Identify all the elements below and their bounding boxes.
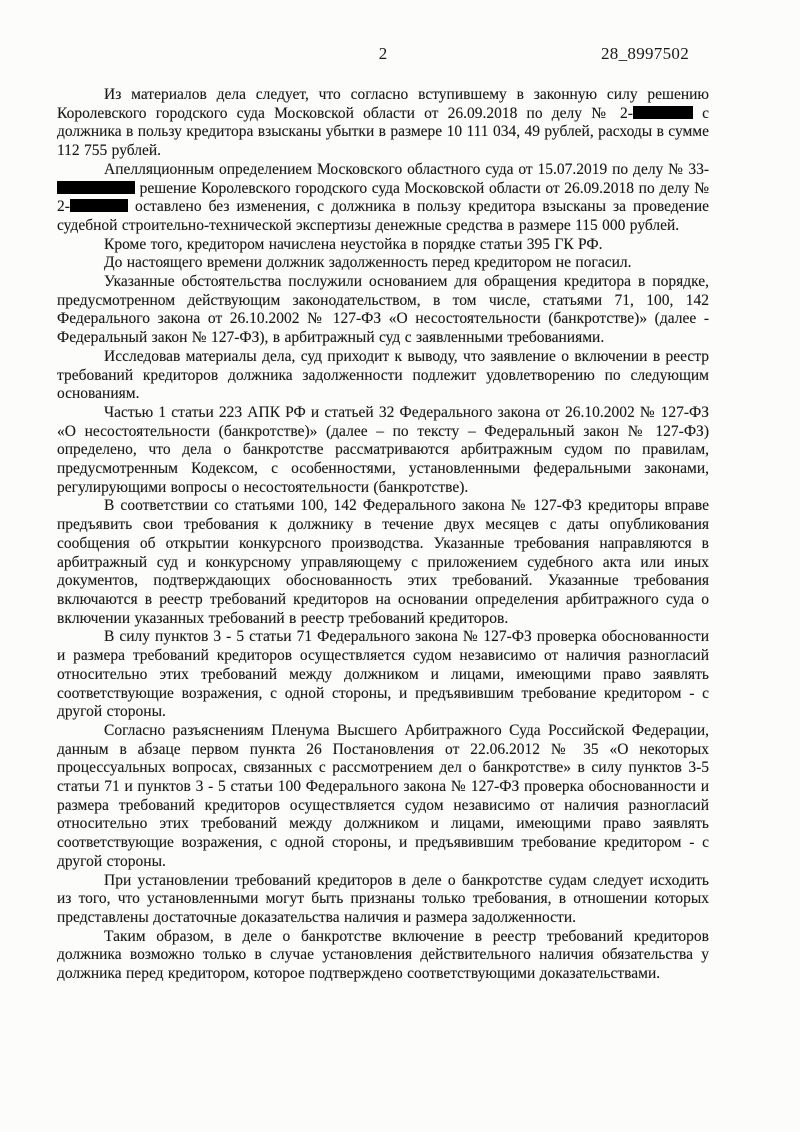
paragraph	[57, 254, 709, 273]
paragraph-text: Исследовав материалы дела, суд приходит к выводу, что заявление о включении в реестр требований кредиторов должника задолженности подлежит удовлетворению по следующим основаниям.	[57, 347, 709, 403]
paragraph-text: Частью 1 статьи 223 АПК РФ и статьей 32 Федерального закона от 26.10.2002 № 127-ФЗ «О несостоятельности (банкротстве)» (далее – по тексту – Федеральный закон № 127-ФЗ) определено, что дела о банкротстве рассматриваются арбитражным судом по правилам, предусмотренным Кодексом, с особенностями, установленными федеральными законами, регулирующими вопросы о несостоятельности (банкротстве).	[57, 403, 709, 496]
paragraph-text: оставлено без изменения, с должника в пользу кредитора взысканы за проведение судебной строительно-технической экспертизы денежные средства в размере 115 000 рублей.	[57, 198, 709, 234]
paragraph	[57, 497, 709, 628]
paragraph-text: В силу пунктов 3 - 5 статьи 71 Федерального закона № 127-ФЗ проверка обоснованности и размера требований кредиторов осуществляется судом независимо от наличия разногласий относительно этих требований между должником и лицами, имеющими право заявлять соответствующие возражения, с одной стороны, и предъявившим требование кредитором - с другой стороны.	[57, 628, 709, 721]
page-number: 2	[378, 44, 388, 63]
paragraph-text: Апелляционным определением Московского областного суда от 15.07.2019 по делу № 33-	[104, 160, 709, 178]
paragraph	[57, 348, 709, 404]
paragraph	[57, 628, 709, 722]
redaction-bar	[70, 199, 128, 212]
paragraph-text: с должника в пользу кредитора взысканы убытки в размере 10 111 034, 49 рублей, расходы в сумме 112 755 рублей.	[57, 104, 709, 160]
paragraph	[57, 86, 709, 161]
paragraph-text: Кроме того, кредитором начислена неустойка в порядке статьи 395 ГК РФ.	[104, 235, 603, 253]
paragraph-text: решение Королевского городского суда Московской области от 26.09.2018 по делу № 2-	[57, 179, 709, 216]
paragraph-text: В соответствии со статьями 100, 142 Федерального закона № 127-ФЗ кредиторы вправе предъявить свои требования к должнику в течение двух месяцев с даты опубликования сообщения об открытии конкурсного производства. Указанные требования направляются в арбитражный суд и конкурсному управляющему с приложением судебного акта или иных документов, подтверждающих обоснованность этих требований. Указанные требования включаются в реестр требований кредиторов на основании определения арбитражного суда о включении указанных требований в реестр требований кредиторов.	[57, 497, 709, 627]
paragraph	[57, 236, 709, 255]
document-body	[57, 86, 709, 984]
paragraph-text: Таким образом, в деле о банкротстве включение в реестр требований кредиторов должника возможно только в случае установления действительного наличия обязательства у должника перед кредитором, которое подтверждено соответствующими доказательствами.	[57, 927, 709, 983]
paragraph	[57, 872, 709, 928]
paragraph-text: До настоящего времени должник задолженность перед кредитором не погасил.	[104, 254, 632, 272]
paragraph-text: При установлении требований кредиторов в деле о банкротстве судам следует исходить из того, что установленными могут быть признаны только требования, в отношении которых представлены достаточные доказательства наличия и размера задолженности.	[57, 871, 709, 926]
paragraph	[57, 722, 709, 872]
redaction-bar	[57, 181, 135, 194]
redaction-bar	[633, 106, 693, 119]
document-id: 28_8997502	[601, 44, 689, 63]
paragraph	[57, 161, 709, 236]
paragraph-text: Из материалов дела следует, что согласно вступившему в законную силу решению Королевского городского суда Московской области от 26.09.2018 по делу № 2-	[57, 86, 709, 122]
paragraph	[57, 928, 709, 984]
page-header	[57, 44, 709, 66]
paragraph	[57, 273, 709, 348]
paragraph-text: Согласно разъяснениям Пленума Высшего Арбитражного Суда Российской Федерации, данным в абзаце первом пункта 26 Постановления от 22.06.2012 № 35 «О некоторых процессуальных вопросах, связанных с рассмотрением дел о банкротстве» в силу пунктов 3-5 статьи 71 и пунктов 3 - 5 статьи 100 Федерального закона № 127-ФЗ проверка обоснованности и размера требований кредиторов осуществляется судом независимо от наличия разногласий относительно этих требований между должником и лицами, имеющими право заявлять соответствующие возражения, с одной стороны, и предъявившим требование кредитором - с другой стороны.	[57, 721, 709, 870]
paragraph-text: Указанные обстоятельства послужили основанием для обращения кредитора в порядке, предусмотренном действующим законодательством, в том числе, статьями 71, 100, 142 Федерального закона от 26.10.2002 № 127-ФЗ «О несостоятельности (банкротстве)» (далее - Федеральный закон № 127-ФЗ), в арбитражный суд с заявленными требованиями.	[57, 273, 709, 347]
paragraph	[57, 404, 709, 498]
